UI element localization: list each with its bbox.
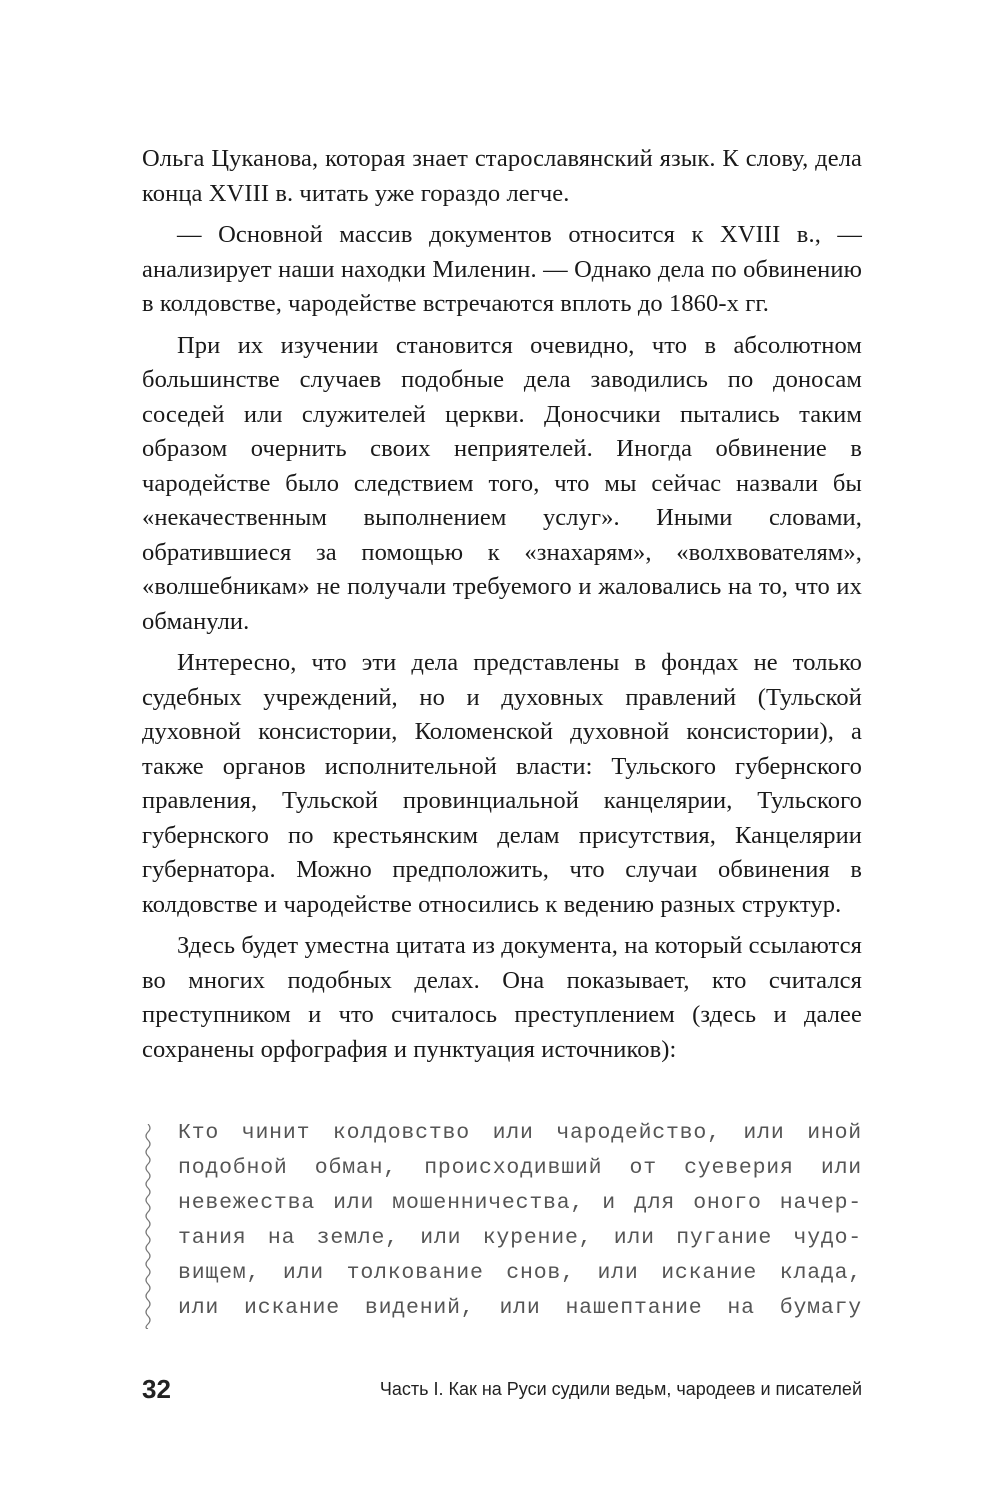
quote-line: подобной обман, происходивший от суеверия или: [178, 1156, 862, 1180]
paragraph: Здесь будет уместна цитата из документа, на который ссылаются во многих подобных делах. Она показывает, кто считался преступником и что считалось преступлением (здесь и далее сохранены орфография и пунктуация источников):: [142, 932, 862, 1063]
quote-text: [178, 1116, 862, 1326]
main-text: [142, 142, 862, 1067]
block-quote: [142, 1116, 862, 1331]
running-head: Часть I. Как на Руси судили ведьм, чародеев и писателей: [379, 1379, 862, 1399]
page-footer: [142, 1374, 862, 1414]
quote-line: Кто чинит колдовство или чародейство, или иной: [178, 1121, 862, 1145]
quote-line: тания на земле, или курение, или пугание чудо-: [178, 1226, 862, 1250]
page-number: 32: [142, 1374, 171, 1404]
paragraph: При их изучении становится очевидно, что в абсолютном большинстве случаев подобные дела заводились по доносам соседей или служителей церкви. Доносчики пытались таким образом очернить своих неприятелей. Иногда обвинение в чародействе было следствием того, что мы сейчас назвали бы «некачественным выполнением услуг». Иными словами, обратившиеся за помощью к «знахарям», «волхвователям», «волшебникам» не получали требуемого и жаловались на то, что их обманули.: [142, 331, 862, 635]
paragraph: Ольга Цуканова, которая знает старославянский язык. К слову, дела конца XVIII в. читать уже гораздо легче.: [142, 145, 862, 207]
paragraph: — Основной массив документов относится к XVIII в., — анализирует наши находки Миленин. — Однако дела по обвинению в колдовстве, чародействе встречаются вплоть до 1860-х гг.: [142, 221, 862, 317]
wavy-quote-rule-icon: [142, 1124, 154, 1329]
paragraph: Интересно, что эти дела представлены в фондах не только судебных учреждений, но и духовных правлений (Тульской духовной консистории, Коломенской духовной консистории), а также органов исполнительной власти: Тульского губернского правления, Тульской провинциальной канцелярии, Тульского губернского по крестьянским делам присутствия, Канцелярии губернатора. Можно предположить, что случаи обвинения в колдовстве и чародействе относились к ведению разных структур.: [142, 649, 862, 918]
quote-line: или искание видений, или нашептание на бумагу: [178, 1296, 862, 1320]
quote-line: вищем, или толкование снов, или искание клада,: [178, 1261, 862, 1285]
quote-line: невежества или мошенничества, и для оного начер-: [178, 1191, 862, 1215]
